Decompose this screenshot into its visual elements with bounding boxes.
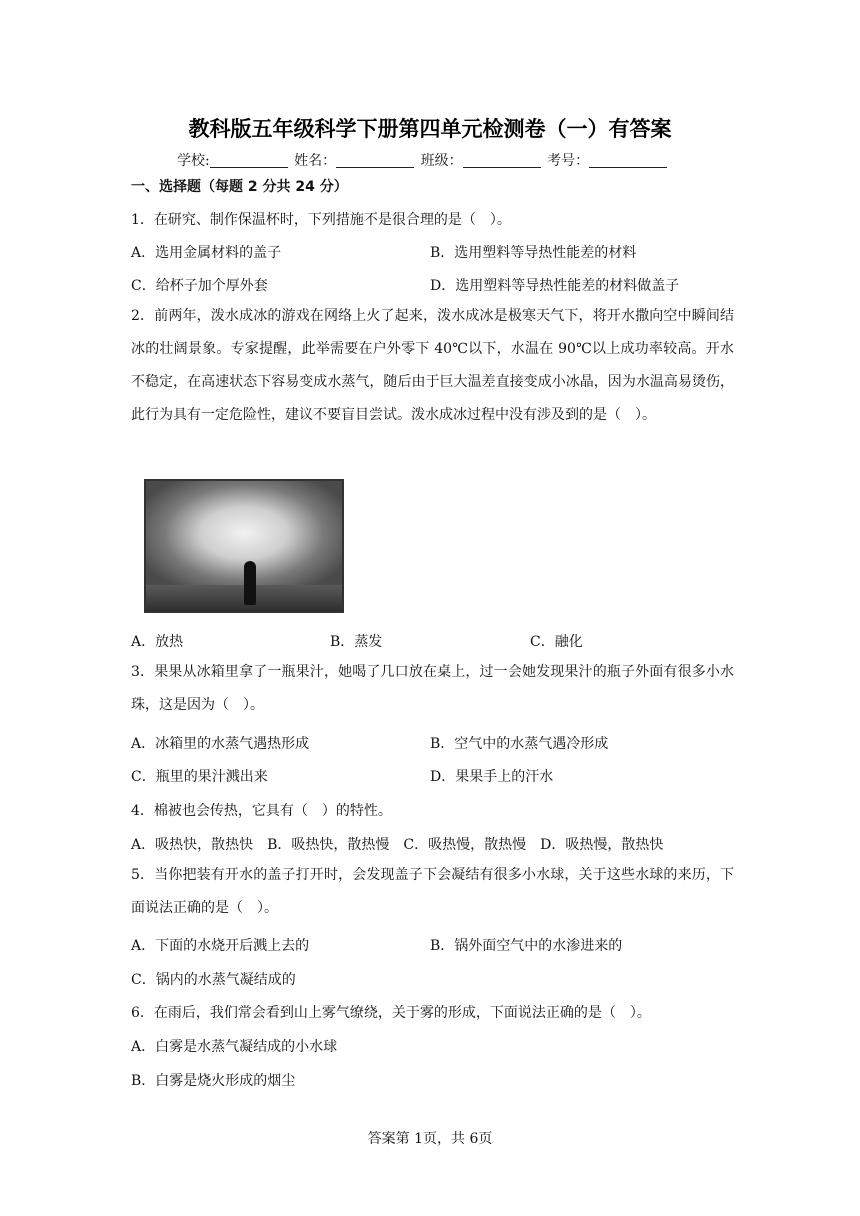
q2-stem: 2．前两年，泼水成冰的游戏在网络上火了起来，泼水成冰是极寒天气下，将开水撒向空中瞬间结冰的壮阔景象。专家提醒，此举需要在户外零下 40℃以下，水温在 90℃以上成功率较高。开水不稳定，在高速状态下容易变成水蒸气，随后由于巨大温差直接变成小冰晶，因为水温高易烫伤，此行为具有一定危险性，建议不要盲目尝试。泼水成冰过程中没有涉及到的是（ ）。 xyxy=(131,308,734,423)
q1-option-c[interactable]: C．给杯子加个厚外套 xyxy=(131,278,268,294)
student-info-line xyxy=(177,150,669,170)
q1-option-d[interactable]: D．选用塑料等导热性能差的材料做盖子 xyxy=(430,278,680,294)
exam-number-label: 考号： xyxy=(547,153,590,169)
section-heading: 一、选择题（每题 2 分共 24 分） xyxy=(131,179,348,195)
q1-stem: 1．在研究、制作保温杯时，下列措施不是很合理的是（ ）。 xyxy=(131,212,511,228)
q2-option-a[interactable]: A．放热 xyxy=(131,634,184,650)
q6-option-a[interactable]: A．白雾是水蒸气凝结成的小水球 xyxy=(131,1039,338,1055)
page-title: 教科版五年级科学下册第四单元检测卷（一）有答案 xyxy=(188,117,672,141)
name-label: 姓名： xyxy=(294,153,337,169)
exam-number-blank[interactable] xyxy=(589,153,667,168)
q3-option-a[interactable]: A．冰箱里的水蒸气遇热形成 xyxy=(131,736,310,752)
q3-option-d[interactable]: D．果果手上的汗水 xyxy=(430,769,554,785)
q5-option-a[interactable]: A．下面的水烧开后溅上去的 xyxy=(131,938,310,954)
q3-stem: 3．果果从冰箱里拿了一瓶果汁，她喝了几口放在桌上，过一会她发现果汁的瓶子外面有很多小水珠，这是因为（ ）。 xyxy=(131,664,734,713)
q6-stem: 6．在雨后，我们常会看到山上雾气缭绕，关于雾的形成，下面说法正确的是（ ）。 xyxy=(131,1005,651,1021)
school-blank[interactable] xyxy=(210,153,288,168)
q1-option-b[interactable]: B．选用塑料等导热性能差的材料 xyxy=(430,245,637,261)
q2-option-b[interactable]: B．蒸发 xyxy=(330,634,383,650)
class-blank[interactable] xyxy=(463,153,541,168)
q4-stem: 4．棉被也会传热，它具有（ ）的特性。 xyxy=(131,803,392,819)
q6-option-b[interactable]: B．白雾是烧火形成的烟尘 xyxy=(131,1073,296,1089)
q3-option-c[interactable]: C．瓶里的果汁溅出来 xyxy=(131,769,268,785)
splash-ice-photo xyxy=(144,479,344,613)
q3-option-b[interactable]: B．空气中的水蒸气遇冷形成 xyxy=(430,736,609,752)
name-blank[interactable] xyxy=(336,153,414,168)
q5-stem: 5．当你把装有开水的盖子打开时，会发现盖子下会凝结有很多小水球，关于这些水球的来历，下面说法正确的是（ ）。 xyxy=(131,867,734,916)
q4-options[interactable]: A．吸热快，散热快 B．吸热快，散热慢 C．吸热慢，散热慢 D．吸热慢，散热快 xyxy=(131,837,664,853)
q5-option-b[interactable]: B．锅外面空气中的水渗进来的 xyxy=(430,938,623,954)
school-label: 学校: xyxy=(177,153,210,169)
q5-option-c[interactable]: C．锅内的水蒸气凝结成的 xyxy=(131,972,296,988)
class-label: 班级： xyxy=(420,153,463,169)
q1-option-a[interactable]: A．选用金属材料的盖子 xyxy=(131,245,282,261)
photo-person-silhouette xyxy=(244,561,256,605)
page-footer: 答案第 1页，共 6页 xyxy=(367,1131,493,1147)
q2-option-c[interactable]: C．融化 xyxy=(530,634,583,650)
